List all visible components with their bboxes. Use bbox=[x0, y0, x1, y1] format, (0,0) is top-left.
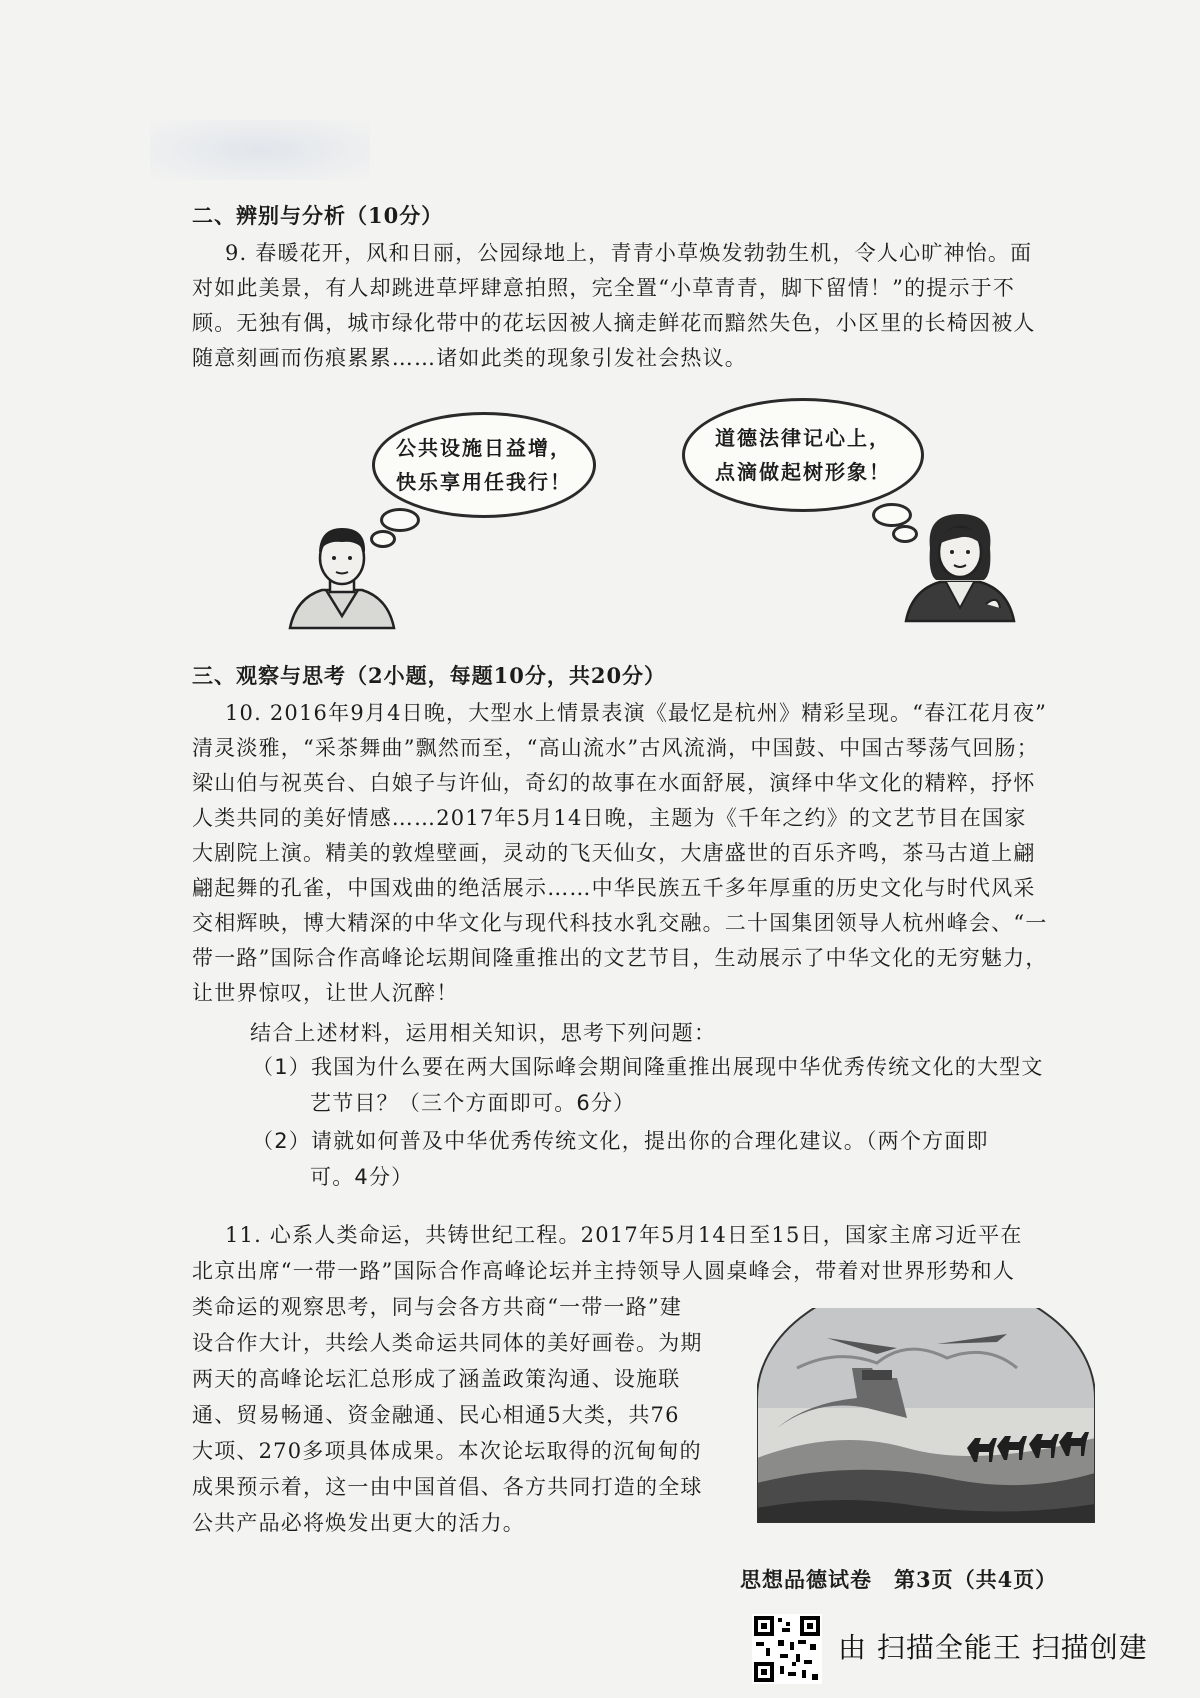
page-footer: 思想品德试卷 第3页（共4页） bbox=[740, 1567, 1058, 1592]
q10-sub1-line-2: 艺节目？（三个方面即可。6分） bbox=[310, 1091, 636, 1115]
q10-line-4: 人类共同的美好情感……2017年5月14日晚，主题为《千年之约》的文艺节目在国家 bbox=[192, 806, 1027, 830]
q9-line-1: 9. 春暖花开，风和日丽，公园绿地上，青青小草焕发勃勃生机，令人心旷神怡。面 bbox=[225, 241, 1033, 265]
q10-line-2: 清灵淡雅，“采茶舞曲”飘然而至，“高山流水”古风流淌，中国鼓、中国古琴荡气回肠； bbox=[192, 736, 1039, 760]
boy-figure-icon bbox=[282, 520, 402, 630]
q11-line-9: 公共产品必将焕发出更大的活力。 bbox=[192, 1511, 525, 1535]
q10-line-6: 翩起舞的孔雀，中国戏曲的绝活展示……中华民族五千多年厚重的历史文化与时代风采 bbox=[192, 876, 1036, 900]
q11-line-7: 大项、270多项具体成果。本次论坛取得的沉甸甸的 bbox=[192, 1439, 702, 1463]
bubble-right-line-2: 点滴做起树形象！ bbox=[715, 460, 891, 484]
q10-line-5: 大剧院上演。精美的敦煌壁画，灵动的飞天仙女，大唐盛世的百乐齐鸣，茶马古道上翩 bbox=[192, 841, 1036, 865]
q10-line-8: 带一路”国际合作高峰论坛期间隆重推出的文艺节目，生动展示了中华文化的无穷魅力， bbox=[192, 946, 1048, 970]
q11-line-2: 北京出席“一带一路”国际合作高峰论坛并主持领导人圆桌峰会，带着对世界形势和人 bbox=[192, 1259, 1016, 1283]
speech-bubble-right bbox=[682, 398, 924, 512]
scan-tint bbox=[150, 120, 370, 180]
bubble-right-line-1: 道德法律记心上， bbox=[715, 426, 891, 450]
q11-line-3: 类命运的观察思考，同与会各方共商“一带一路”建 bbox=[192, 1295, 683, 1319]
section2-heading: 二、辨别与分析（10分） bbox=[192, 203, 444, 228]
q10-prompt: 结合上述材料，运用相关知识，思考下列问题： bbox=[250, 1021, 717, 1045]
bubble-left-line-2: 快乐享用任我行！ bbox=[396, 470, 572, 494]
bubble-left-line-1: 公共设施日益增， bbox=[396, 436, 572, 460]
q11-line-4: 设合作大计，共绘人类命运共同体的美好画卷。为期 bbox=[192, 1331, 703, 1355]
speech-bubble-left bbox=[372, 412, 596, 518]
q9-line-4: 随意刻画而伤痕累累……诸如此类的现象引发社会热议。 bbox=[192, 346, 747, 370]
q11-line-5: 两天的高峰论坛汇总形成了涵盖政策沟通、设施联 bbox=[192, 1367, 681, 1391]
q11-line-6: 通、贸易畅通、资金融通、民心相通5大类，共76 bbox=[192, 1403, 680, 1427]
q10-sub2-line-1: （2）请就如何普及中华优秀传统文化，提出你的合理化建议。（两个方面即 bbox=[252, 1129, 989, 1153]
q9-line-3: 顾。无独有偶，城市绿化带中的花坛因被人摘走鲜花而黯然失色，小区里的长椅因被人 bbox=[192, 311, 1036, 335]
q10-line-7: 交相辉映，博大精深的中华文化与现代科技水乳交融。二十国集团领导人杭州峰会、“一 bbox=[192, 911, 1048, 935]
section3-heading: 三、观察与思考（2小题，每题10分，共20分） bbox=[192, 663, 667, 688]
q10-line-3: 梁山伯与祝英台、白娘子与许仙，奇幻的故事在水面舒展，演绎中华文化的精粹，抒怀 bbox=[192, 771, 1036, 795]
q10-sub1-line-1: （1）我国为什么要在两大国际峰会期间隆重推出展现中华优秀传统文化的大型文 bbox=[252, 1055, 1044, 1079]
q10-line-9: 让世界惊叹，让世人沉醉！ bbox=[192, 981, 459, 1005]
girl-figure-icon bbox=[900, 508, 1020, 623]
qr-code-icon bbox=[752, 1614, 822, 1684]
q10-sub2-line-2: 可。4分） bbox=[310, 1165, 414, 1189]
q11-line-1: 11. 心系人类命运，共铸世纪工程。2017年5月14日至15日，国家主席习近平在 bbox=[225, 1223, 1023, 1247]
belt-and-road-illustration-icon bbox=[757, 1308, 1095, 1523]
q11-line-8: 成果预示着，这一由中国首倡、各方共同打造的全球 bbox=[192, 1475, 703, 1499]
scanner-watermark: 由 扫描全能王 扫描创建 bbox=[838, 1631, 1148, 1664]
q10-line-1: 10. 2016年9月4日晚，大型水上情景表演《最忆是杭州》精彩呈现。“春江花月夜” bbox=[225, 701, 1048, 725]
q9-line-2: 对如此美景，有人却跳进草坪肆意拍照，完全置“小草青青，脚下留情！”的提示于不 bbox=[192, 276, 1016, 300]
